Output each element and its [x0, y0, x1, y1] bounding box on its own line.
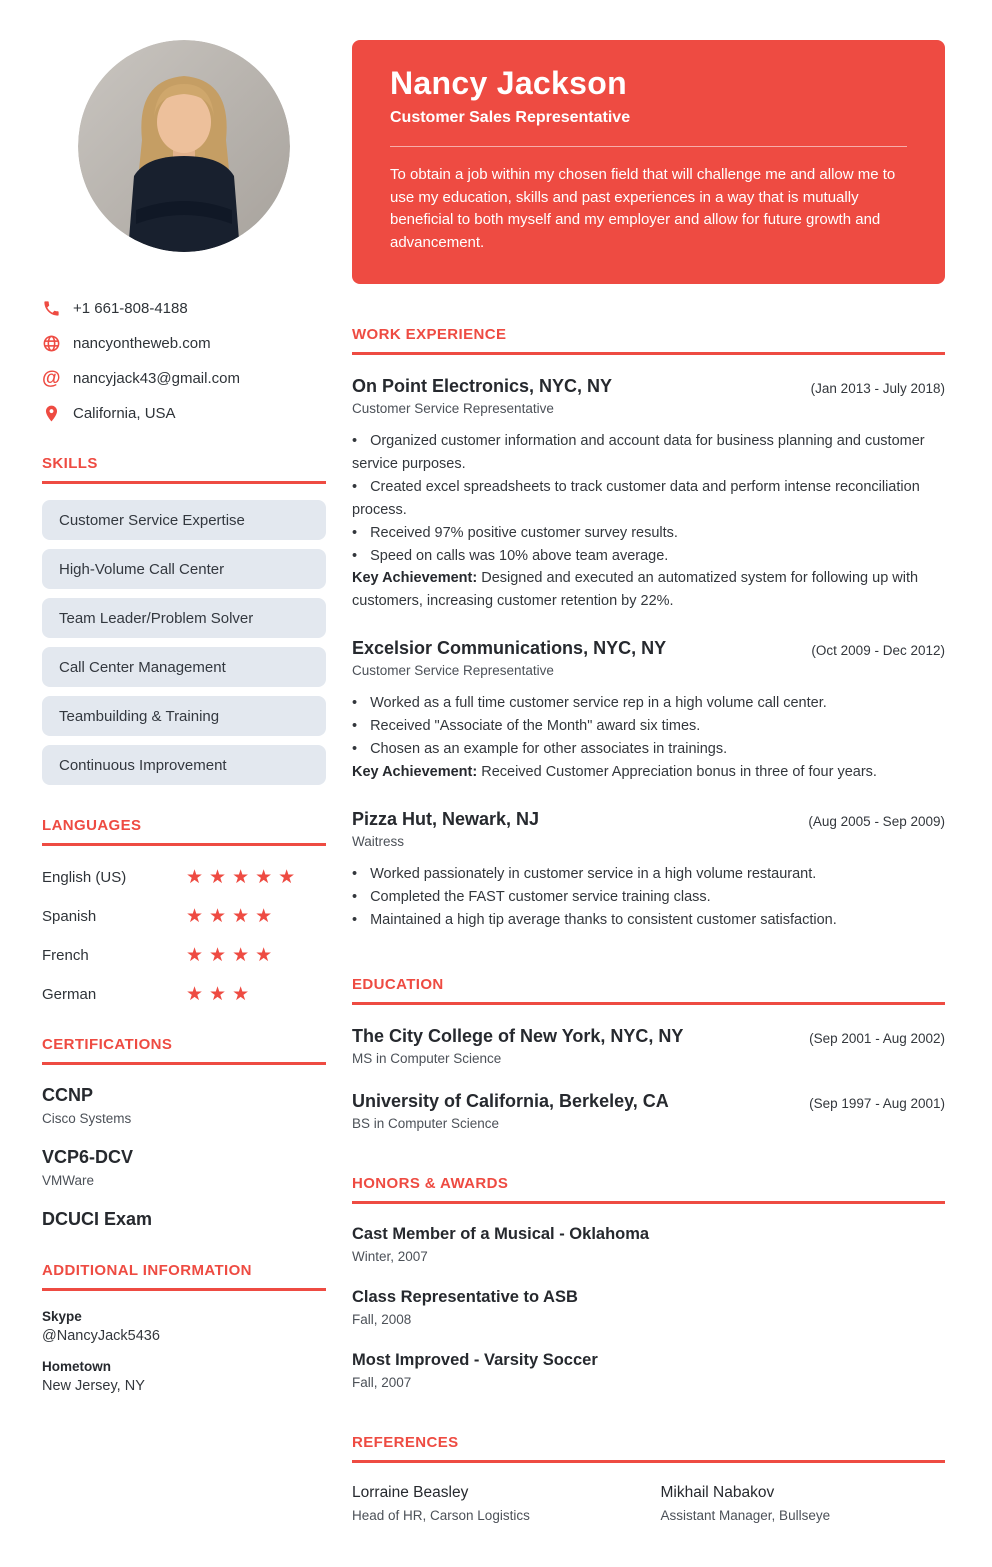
location-pin-icon	[42, 403, 64, 423]
bullet-item: • Worked as a full time customer service rep in a high volume call center.	[352, 695, 827, 712]
star-rating: ★★★	[186, 983, 256, 1005]
reference-name: Mikhail Nabakov	[660, 1483, 775, 1501]
employment-dates: (Aug 2005 - Sep 2009)	[808, 813, 945, 829]
bullet-item: • Received "Associate of the Month" award six times.	[352, 718, 701, 735]
language-name: French	[42, 947, 89, 964]
language-row	[42, 907, 326, 926]
contact-location	[42, 403, 326, 423]
skill-pill: Team Leader/Problem Solver	[42, 598, 326, 638]
bullet-item: • Worked passionately in customer service in a high volume restaurant.	[352, 865, 817, 882]
phone-icon	[42, 298, 64, 318]
contact-website	[42, 333, 326, 353]
certifications-section	[42, 1036, 326, 1230]
contact-list	[42, 298, 326, 423]
education-entry	[352, 1091, 945, 1131]
bullet-list	[352, 692, 945, 784]
skill-pill: Teambuilding & Training	[42, 696, 326, 736]
candidate-name: Nancy Jackson	[390, 65, 627, 101]
work-entry	[352, 638, 945, 784]
honor-title: Most Improved - Varsity Soccer	[352, 1350, 598, 1369]
additional-info-heading: ADDITIONAL INFORMATION	[42, 1262, 326, 1291]
reference-name: Lorraine Beasley	[352, 1483, 469, 1501]
bullet-item: • Created excel spreadsheets to track customer data and perform intense reconciliation process.	[352, 478, 920, 518]
resume-header	[352, 40, 945, 284]
bullet-item: • Received 97% positive customer survey results.	[352, 524, 678, 541]
skill-pill: High-Volume Call Center	[42, 549, 326, 589]
employment-dates: (Oct 2009 - Dec 2012)	[811, 643, 945, 659]
job-role: Customer Service Representative	[352, 401, 554, 416]
bullet-dot: •	[352, 865, 358, 882]
additional-info-value: @NancyJack5436	[42, 1328, 160, 1344]
bullet-item: • Completed the FAST customer service training class.	[352, 888, 711, 905]
email-link[interactable]: nancyjack43@gmail.com	[73, 369, 240, 387]
certification-item	[42, 1147, 326, 1188]
language-row	[42, 946, 326, 965]
work-entry	[352, 809, 945, 932]
contact-email	[42, 368, 326, 388]
employment-dates: (Jan 2013 - July 2018)	[810, 381, 945, 396]
bullet-dot: •	[352, 695, 358, 712]
additional-info-label: Hometown	[42, 1359, 111, 1374]
bullet-item: • Maintained a high tip average thanks to consistent customer satisfaction.	[352, 911, 837, 928]
language-row	[42, 985, 326, 1004]
at-icon: @	[42, 367, 61, 389]
languages-list	[42, 868, 326, 1004]
language-name: German	[42, 986, 97, 1003]
languages-heading: LANGUAGES	[42, 817, 326, 846]
reference-entry	[352, 1484, 637, 1523]
education-section	[352, 976, 945, 1131]
reference-role: Head of HR, Carson Logistics	[352, 1507, 530, 1523]
certifications-list	[42, 1085, 326, 1230]
profile-photo-image	[78, 40, 290, 252]
website-link[interactable]: nancyontheweb.com	[73, 334, 211, 352]
additional-info-item	[42, 1359, 326, 1394]
work-entry	[352, 376, 945, 613]
honor-entry	[352, 1351, 945, 1390]
certification-issuer: VMWare	[42, 1173, 95, 1188]
globe-icon	[42, 333, 64, 353]
bullet-item: • Organized customer information and account data for business planning and customer service purposes.	[352, 433, 925, 472]
degree-name: MS in Computer Science	[352, 1050, 502, 1066]
honor-entry	[352, 1225, 945, 1264]
certification-item	[42, 1209, 326, 1230]
bullet-dot: •	[352, 888, 358, 905]
honor-title: Cast Member of a Musical - Oklahoma	[352, 1224, 650, 1243]
skills-section	[42, 455, 326, 785]
certification-name: CCNP	[42, 1085, 94, 1105]
main-column	[352, 40, 945, 1567]
bullet-list	[352, 863, 945, 932]
work-experience-section	[352, 326, 945, 932]
company-name: Pizza Hut, Newark, NJ	[352, 808, 540, 829]
honor-title: Class Representative to ASB	[352, 1287, 578, 1306]
candidate-title: Customer Sales Representative	[390, 109, 631, 126]
bullet-dot: •	[352, 478, 358, 495]
certification-item	[42, 1085, 326, 1126]
certification-name: DCUCI Exam	[42, 1209, 153, 1229]
skill-pill: Continuous Improvement	[42, 745, 326, 785]
job-role: Customer Service Representative	[352, 663, 554, 679]
references-list	[352, 1484, 945, 1523]
skills-heading: SKILLS	[42, 455, 326, 484]
additional-info-section	[42, 1262, 326, 1394]
star-rating: ★★★★★	[186, 866, 302, 888]
languages-section	[42, 817, 326, 1004]
additional-info-item	[42, 1309, 326, 1344]
references-section	[352, 1434, 945, 1523]
honors-section	[352, 1175, 945, 1390]
additional-info-label: Skype	[42, 1309, 82, 1324]
bullet-item: • Speed on calls was 10% above team average.	[352, 547, 669, 564]
work-experience-heading: WORK EXPERIENCE	[352, 326, 945, 355]
degree-name: BS in Computer Science	[352, 1115, 500, 1131]
education-dates: (Sep 1997 - Aug 2001)	[809, 1095, 945, 1111]
header-divider	[390, 146, 907, 147]
objective-text: To obtain a job within my chosen field that will challenge me and allow me to use my education, skills and past experiences in a way that is mutually beneficial to both myself and my employer and allow for future growth and advancement.	[390, 166, 896, 251]
bullet-dot: •	[352, 718, 358, 735]
phone-number: +1 661-808-4188	[73, 299, 188, 317]
bullet-dot: •	[352, 433, 358, 449]
honor-entry	[352, 1288, 945, 1327]
bullet-dot: •	[352, 524, 358, 541]
star-rating: ★★★★	[186, 944, 279, 966]
additional-info-list	[42, 1309, 326, 1394]
school-name: University of California, Berkeley, CA	[352, 1090, 669, 1111]
job-role: Waitress	[352, 833, 405, 849]
language-name: English (US)	[42, 869, 127, 886]
bullet-dot: •	[352, 741, 358, 758]
certification-name: VCP6-DCV	[42, 1147, 134, 1167]
education-heading: EDUCATION	[352, 976, 945, 1005]
contact-phone	[42, 298, 326, 318]
additional-info-value: New Jersey, NY	[42, 1378, 145, 1394]
skills-list	[42, 500, 326, 785]
key-achievement: Key Achievement: Designed and executed an automatized system for following up with customers, increasing customer retention by 22%.	[352, 570, 919, 610]
star-rating: ★★★★	[186, 905, 279, 927]
language-row	[42, 868, 326, 887]
bullet-dot: •	[352, 911, 358, 928]
honor-date: Fall, 2008	[352, 1311, 412, 1327]
company-name: Excelsior Communications, NYC, NY	[352, 638, 667, 659]
school-name: The City College of New York, NYC, NY	[352, 1025, 684, 1046]
skill-pill: Call Center Management	[42, 647, 326, 687]
skill-pill: Customer Service Expertise	[42, 500, 326, 540]
education-entry	[352, 1026, 945, 1066]
profile-photo	[42, 40, 326, 252]
bullet-list	[352, 430, 945, 613]
sidebar	[42, 40, 326, 1409]
honors-heading: HONORS & AWARDS	[352, 1175, 945, 1204]
education-dates: (Sep 2001 - Aug 2002)	[809, 1030, 945, 1046]
honor-date: Fall, 2007	[352, 1374, 412, 1390]
language-name: Spanish	[42, 908, 97, 925]
location-text: California, USA	[73, 404, 176, 422]
certifications-heading: CERTIFICATIONS	[42, 1036, 326, 1065]
key-achievement: Key Achievement: Received Customer Appreciation bonus in three of four years.	[352, 763, 877, 780]
references-heading: REFERENCES	[352, 1434, 945, 1463]
certification-issuer: Cisco Systems	[42, 1111, 132, 1126]
honor-date: Winter, 2007	[352, 1248, 428, 1264]
bullet-dot: •	[352, 547, 358, 564]
reference-entry	[661, 1484, 946, 1523]
reference-role: Assistant Manager, Bullseye	[660, 1507, 831, 1523]
bullet-item: • Chosen as an example for other associates in trainings.	[352, 741, 728, 758]
company-name: On Point Electronics, NYC, NY	[352, 376, 613, 396]
